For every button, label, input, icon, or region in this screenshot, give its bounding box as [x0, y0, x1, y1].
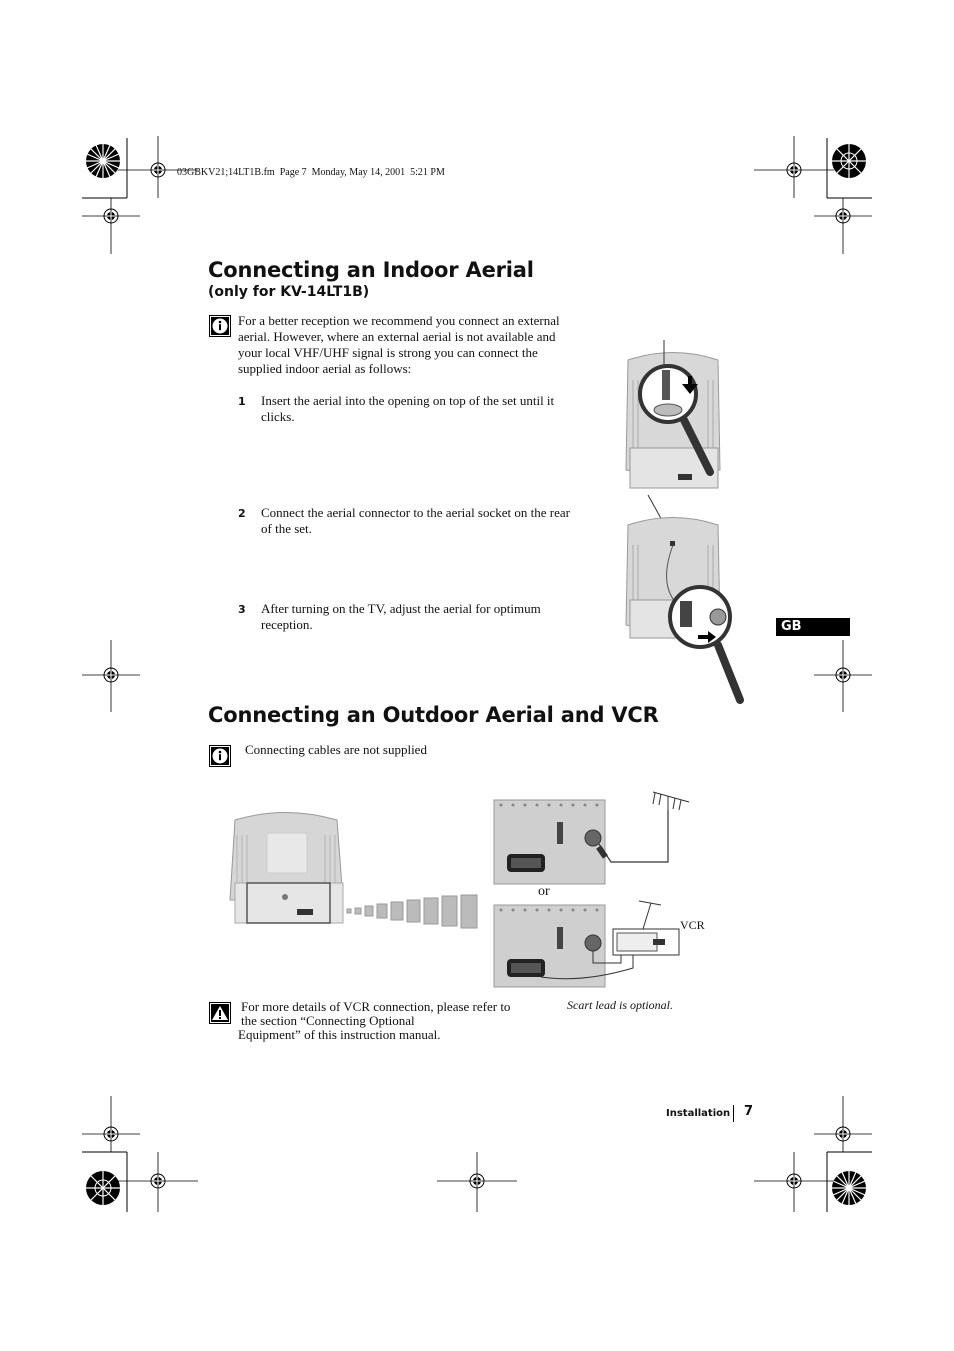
warning-note-line: For more details of VCR connection, please refer to: [241, 999, 511, 1014]
step-line: clicks.: [261, 409, 295, 424]
warning-icon: [209, 1002, 231, 1024]
warning-note-line: Equipment” of this instruction manual.: [238, 1027, 441, 1042]
language-tab-gb: GB: [776, 618, 850, 636]
section-subtitle-model: (only for KV-14LT1B): [208, 284, 370, 300]
info-icon: [209, 315, 231, 337]
info-note-line: supplied indoor aerial as follows:: [238, 361, 412, 376]
step-text: [261, 601, 606, 633]
tv-aerial-insert-illustration: [618, 340, 728, 500]
info-note-indoor: [238, 313, 603, 377]
step-line: Insert the aerial into the opening on top of the set until it: [261, 393, 555, 408]
section-title-indoor-aerial: Connecting an Indoor Aerial: [208, 258, 534, 282]
step-line: of the set.: [261, 521, 312, 536]
aerial-connection-panel-diagram: [493, 790, 703, 890]
file-info-header: 03GBKV21;14LT1B.fm Page 7 Monday, May 14, 2001 5:21 PM: [177, 167, 445, 178]
step-number: 1: [238, 395, 246, 408]
info-note-line: For a better reception we recommend you connect an external: [238, 313, 560, 328]
info-note-line: your local VHF/UHF signal is strong you can connect the: [238, 345, 538, 360]
footer-section-name: Installation: [666, 1108, 731, 1119]
vcr-connection-panel-diagram: [493, 893, 703, 988]
vcr-label: VCR: [680, 918, 705, 932]
step-number: 3: [238, 603, 246, 616]
info-icon: [209, 745, 231, 767]
zoom-perspective-blocks: [345, 895, 480, 929]
or-label: or: [538, 884, 550, 899]
section-title-outdoor-aerial-vcr: Connecting an Outdoor Aerial and VCR: [208, 703, 659, 727]
diagram-caption: Scart lead is optional.: [567, 998, 673, 1012]
step-line: reception.: [261, 617, 313, 632]
step-number: 2: [238, 507, 246, 520]
step-line: After turning on the TV, adjust the aerial for optimum: [261, 601, 541, 616]
tv-rear-panel-diagram: [225, 805, 355, 935]
step-line: Connect the aerial connector to the aerial socket on the rear: [261, 505, 570, 520]
step-text: [261, 505, 606, 537]
footer-page-number: 7: [744, 1104, 754, 1119]
warning-note-line: the section “Connecting Optional: [241, 1013, 415, 1028]
info-note-line: aerial. However, where an external aerial is not available and: [238, 329, 556, 344]
step-text: [261, 393, 606, 425]
tv-rear-aerial-socket-illustration: [618, 495, 758, 695]
info-note-cables: Connecting cables are not supplied: [245, 742, 427, 757]
footer-divider: [733, 1105, 734, 1122]
